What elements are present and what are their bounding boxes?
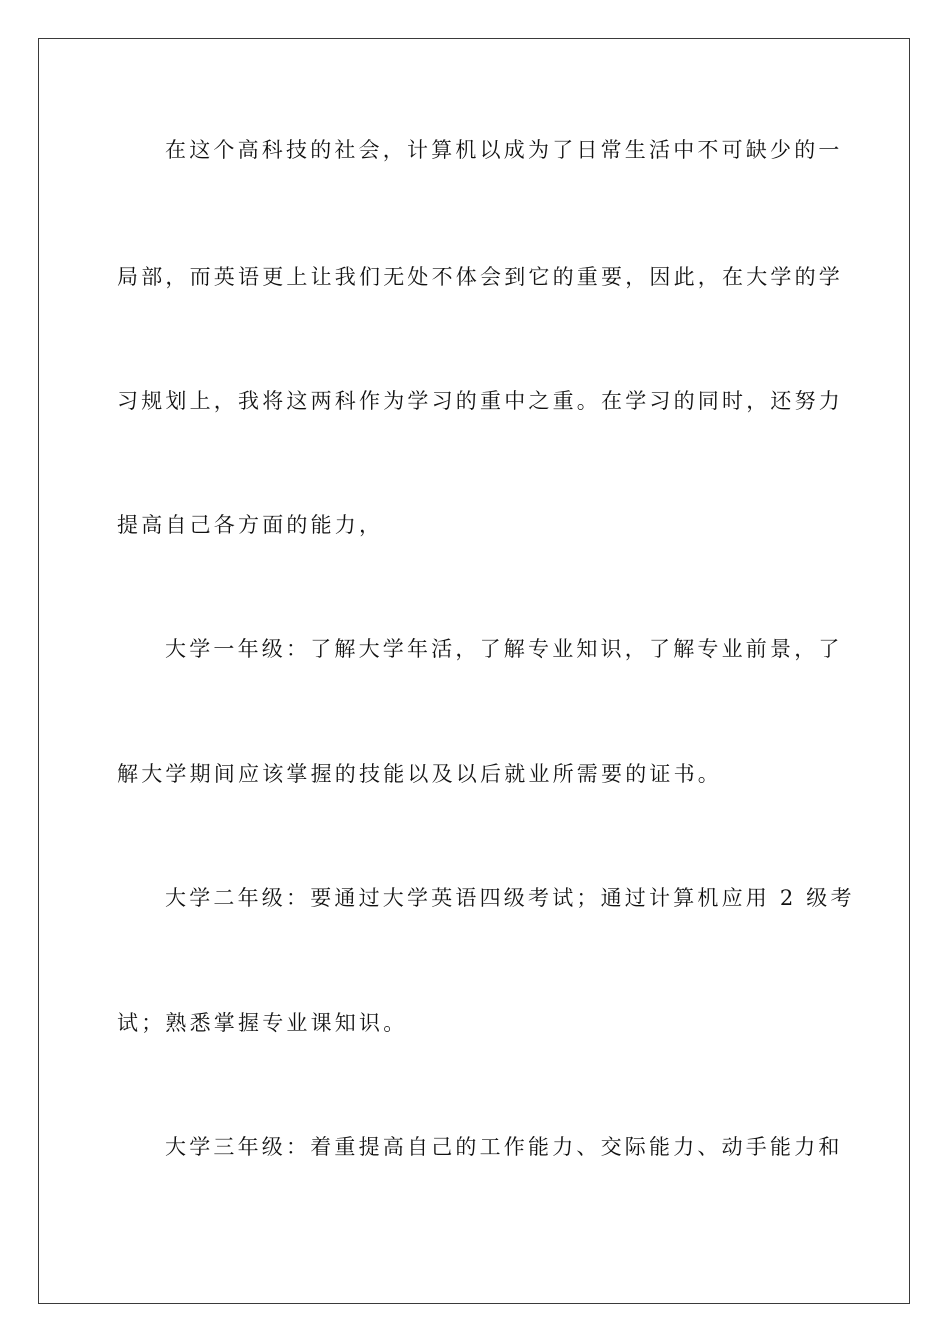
paragraph-3-line-1: 大学二年级：要通过大学英语四级考试；通过计算机应用 2 级考: [165, 886, 855, 910]
paragraph-1-line-3: 习规划上，我将这两科作为学习的重中之重。在学习的同时，还努力: [117, 389, 843, 413]
paragraph-3-line-2: 试；熟悉掌握专业课知识。: [117, 1011, 408, 1035]
paragraph-1-line-2: 局部，而英语更上让我们无处不体会到它的重要，因此，在大学的学: [117, 265, 843, 289]
paragraph-4-line-1: 大学三年级：着重提高自己的工作能力、交际能力、动手能力和: [165, 1135, 843, 1159]
paragraph-2-line-1: 大学一年级：了解大学年活，了解专业知识，了解专业前景，了: [165, 637, 843, 661]
paragraph-2-line-2: 解大学期间应该掌握的技能以及以后就业所需要的证书。: [117, 762, 722, 786]
paragraph-1-line-4: 提高自己各方面的能力，: [117, 513, 384, 537]
page-border: [38, 38, 910, 1304]
paragraph-1-line-1: 在这个高科技的社会，计算机以成为了日常生活中不可缺少的一: [165, 138, 843, 162]
